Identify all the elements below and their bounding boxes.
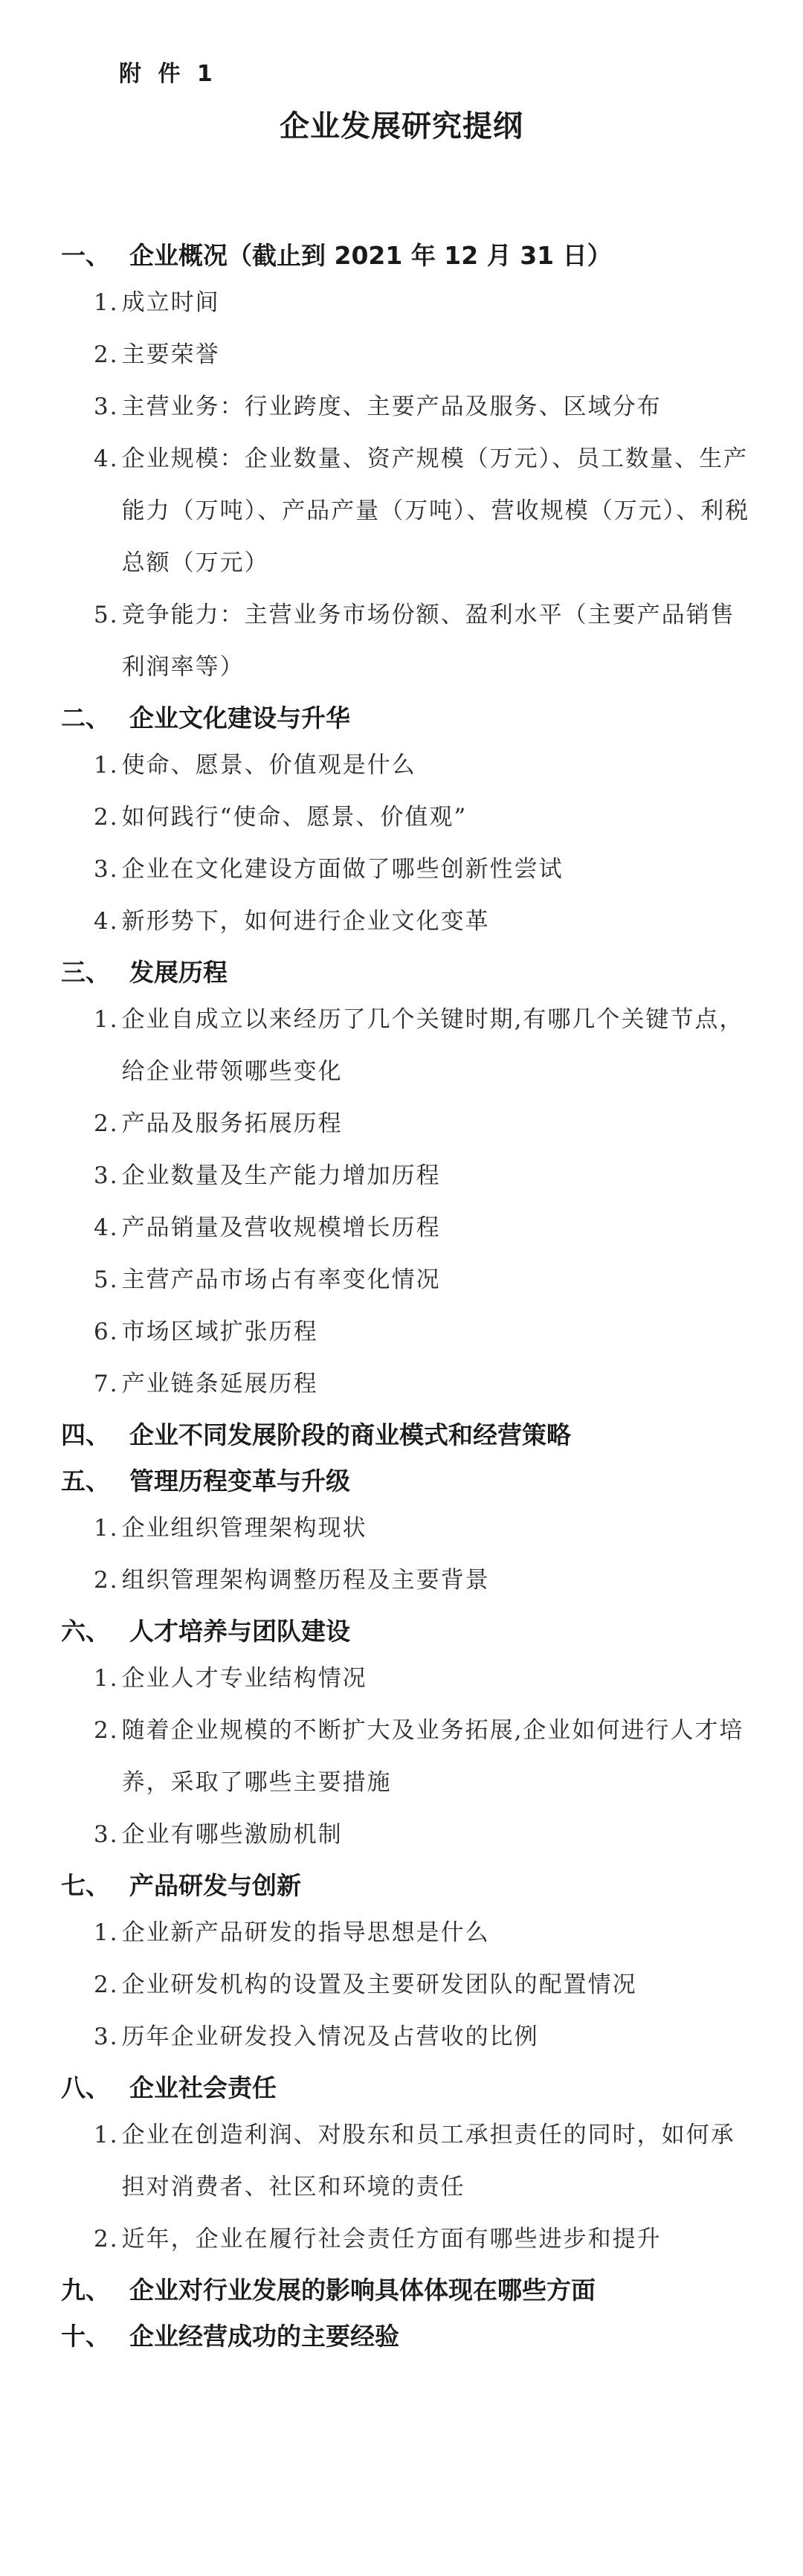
outline-item	[0, 1150, 803, 1202]
item-number: 3.	[94, 1162, 119, 1189]
item-number: 3.	[94, 393, 119, 420]
section-heading	[0, 2311, 803, 2357]
section-items	[0, 2109, 803, 2265]
section-number: 七、	[61, 1870, 110, 1900]
item-text: 产品销量及营收规模增长历程	[121, 1214, 441, 1241]
item-number: 1.	[94, 752, 119, 779]
outline-item	[0, 1809, 803, 1861]
outline-item	[0, 277, 803, 329]
item-number: 6.	[94, 1318, 119, 1345]
item-number: 4.	[94, 908, 119, 935]
item-text: 组织管理架构调整历程及主要背景	[121, 1567, 490, 1594]
outline-item	[0, 1554, 803, 1606]
item-number: 2.	[94, 1971, 119, 1998]
document-title: 企业发展研究提纲	[280, 109, 523, 144]
section-title: 企业社会责任	[129, 2073, 277, 2102]
item-text: 历年企业研发投入情况及占营收的比例	[121, 2023, 539, 2050]
section-number: 六、	[61, 1616, 110, 1646]
section-title: 发展历程	[129, 957, 228, 987]
section-title: 产品研发与创新	[129, 1870, 301, 1900]
section-number: 五、	[61, 1466, 110, 1495]
section	[0, 1410, 803, 1456]
outline-item	[0, 2011, 803, 2063]
section-title: 人才培养与团队建设	[129, 1616, 350, 1646]
outline-item	[0, 1202, 803, 1254]
section-number: 九、	[61, 2275, 110, 2305]
section-items	[0, 994, 803, 1410]
outline-item	[0, 843, 803, 895]
outline-item	[0, 2109, 803, 2213]
section-heading	[0, 1456, 803, 1502]
item-number: 1.	[94, 1006, 119, 1033]
section-heading	[0, 1606, 803, 1652]
outline-item	[0, 1306, 803, 1358]
item-number: 5.	[94, 1266, 119, 1293]
section-heading	[0, 2265, 803, 2311]
item-number: 1.	[94, 2122, 119, 2148]
item-number: 1.	[94, 1515, 119, 1542]
section-heading	[0, 693, 803, 739]
outline-item	[0, 895, 803, 947]
section	[0, 1456, 803, 1606]
item-text: 如何践行“使命、愿景、价值观”	[121, 804, 468, 831]
section-number: 十、	[61, 2321, 110, 2351]
section-title: 企业概况（截止到 2021 年 12 月 31 日）	[129, 240, 612, 270]
section-heading	[0, 947, 803, 994]
outline-item	[0, 791, 803, 843]
outline-item	[0, 994, 803, 1098]
section-title: 企业文化建设与升华	[129, 703, 350, 732]
outline-item	[0, 739, 803, 791]
item-number: 2.	[94, 341, 119, 368]
section	[0, 2311, 803, 2357]
item-text: 主要荣誉	[121, 341, 220, 368]
outline-item	[0, 1098, 803, 1150]
section	[0, 1606, 803, 1861]
outline-item	[0, 433, 803, 589]
item-number: 4.	[94, 1214, 119, 1241]
item-text: 企业有哪些激励机制	[121, 1821, 343, 1848]
item-number: 3.	[94, 856, 119, 883]
item-number: 1.	[94, 1919, 119, 1946]
section-items	[0, 1652, 803, 1861]
section-number: 四、	[61, 1420, 110, 1449]
item-text: 企业自成立以来经历了几个关键时期,有哪几个关键节点，给企业带领哪些变化	[121, 1006, 744, 1085]
item-number: 3.	[94, 1821, 119, 1848]
section	[0, 1861, 803, 2063]
section-items	[0, 1907, 803, 2063]
outline-item	[0, 1502, 803, 1554]
section-title: 企业对行业发展的影响具体体现在哪些方面	[129, 2275, 596, 2305]
section	[0, 693, 803, 947]
section-number: 八、	[61, 2073, 110, 2102]
outline-item	[0, 1358, 803, 1410]
item-text: 主营产品市场占有率变化情况	[121, 1266, 441, 1293]
outline-item	[0, 2213, 803, 2265]
outline-item	[0, 1704, 803, 1809]
section	[0, 2063, 803, 2265]
item-number: 2.	[94, 804, 119, 831]
item-text: 企业在创造利润、对股东和员工承担责任的同时，如何承担对消费者、社区和环境的责任	[121, 2122, 735, 2200]
outline-item	[0, 1959, 803, 2011]
section-heading	[0, 231, 803, 277]
section-title: 管理历程变革与升级	[129, 1466, 350, 1495]
item-text: 产品及服务拓展历程	[121, 1110, 343, 1137]
item-number: 2.	[94, 1567, 119, 1594]
section-heading	[0, 2063, 803, 2109]
outline-item	[0, 589, 803, 693]
section-title: 企业经营成功的主要经验	[129, 2321, 399, 2351]
outline-item	[0, 1652, 803, 1704]
section-number: 一、	[61, 240, 110, 270]
section-heading	[0, 1861, 803, 1907]
section-number: 三、	[61, 957, 110, 987]
section-items	[0, 1502, 803, 1606]
outline-item	[0, 1254, 803, 1306]
attachment-label: 附 件 1	[119, 61, 217, 87]
section-heading	[0, 1410, 803, 1456]
item-number: 4.	[94, 445, 119, 472]
item-number: 1.	[94, 289, 119, 316]
item-text: 近年，企业在履行社会责任方面有哪些进步和提升	[121, 2226, 662, 2253]
item-number: 3.	[94, 2023, 119, 2050]
outline-item	[0, 329, 803, 381]
item-number: 2.	[94, 1717, 119, 1744]
item-number: 2.	[94, 2226, 119, 2253]
item-text: 新形势下，如何进行企业文化变革	[121, 908, 490, 935]
item-number: 2.	[94, 1110, 119, 1137]
item-number: 7.	[94, 1371, 119, 1397]
item-text: 企业在文化建设方面做了哪些创新性尝试	[121, 856, 564, 883]
item-text: 企业组织管理架构现状	[121, 1515, 367, 1542]
item-text: 使命、愿景、价值观是什么	[121, 752, 416, 779]
section-title: 企业不同发展阶段的商业模式和经营策略	[129, 1420, 571, 1449]
item-text: 成立时间	[121, 289, 220, 316]
item-text: 市场区域扩张历程	[121, 1318, 318, 1345]
item-text: 企业研发机构的设置及主要研发团队的配置情况	[121, 1971, 637, 1998]
section-items	[0, 277, 803, 693]
outline-item	[0, 381, 803, 433]
item-text: 企业人才专业结构情况	[121, 1665, 367, 1692]
item-text: 主营业务：行业跨度、主要产品及服务、区域分布	[121, 393, 662, 420]
item-text: 竞争能力：主营业务市场份额、盈利水平（主要产品销售利润率等）	[121, 602, 735, 680]
item-number: 5.	[94, 602, 119, 628]
item-number: 1.	[94, 1665, 119, 1692]
section	[0, 947, 803, 1410]
item-text: 企业新产品研发的指导思想是什么	[121, 1919, 490, 1946]
item-text: 产业链条延展历程	[121, 1371, 318, 1397]
section	[0, 231, 803, 693]
section-items	[0, 739, 803, 947]
item-text: 企业数量及生产能力增加历程	[121, 1162, 441, 1189]
section-number: 二、	[61, 703, 110, 732]
item-text: 企业规模：企业数量、资产规模（万元）、员工数量、生产能力（万吨）、产品产量（万吨）、营收规模（万元）、利税总额（万元）	[121, 445, 750, 576]
section	[0, 2265, 803, 2311]
item-text: 随着企业规模的不断扩大及业务拓展,企业如何进行人才培养，采取了哪些主要措施	[121, 1717, 744, 1796]
outline	[0, 231, 803, 2357]
outline-item	[0, 1907, 803, 1959]
